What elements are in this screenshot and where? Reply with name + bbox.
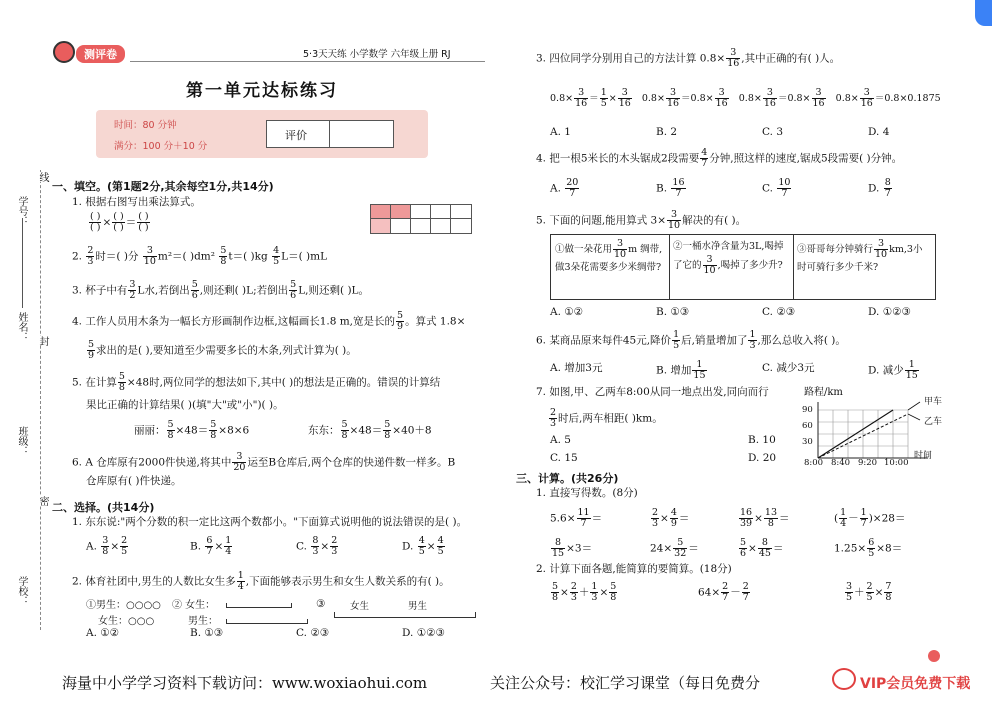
q1-grid — [370, 204, 472, 234]
c2-opt1b: 女生：○○○ — [98, 616, 155, 627]
vip-download-link[interactable]: VIP会员免费下载 — [860, 673, 970, 693]
graph-ytick-30: 30 — [802, 437, 813, 447]
c2-opt2b: 男生： — [188, 616, 218, 627]
c3-text: 3. 四位同学分别用自己的方法计算 0.8× $\frac{3}{16}$ ,其中正确的有( )人。 — [536, 47, 841, 69]
q1-text: 1. 根据右图写出乘法算式。 — [72, 196, 201, 208]
section-1-heading: 一、填空。(第1题2分,其余每空1分,共14分) — [52, 180, 274, 193]
eval-box — [266, 120, 394, 148]
margin-line — [40, 170, 41, 630]
graph-y-label: 路程/km — [804, 387, 843, 398]
c1-text: 1. 东东说:"两个分数的积一定比这两个数都小。"下面算式说明他的说法错误的是( )。 — [72, 516, 468, 528]
c5-problem-3: ③哥哥每分钟骑行 $\frac{3}{10}$ km,3小时可骑行多少千米? — [797, 238, 923, 273]
graph-xtick-0: 8:00 — [804, 458, 824, 468]
section-3-heading: 三、计算。(共26分) — [516, 472, 619, 485]
c7-optB: B. 10 — [748, 434, 776, 446]
c7-optA: A. 5 — [550, 434, 571, 446]
c2-opt2a: ② 女生： — [172, 600, 216, 611]
q5-line1: 5. 在计算 $\frac{5}{8}$ ×48时,两位同学的想法如下,其中( )的想法是正确的。错误的计算结 — [72, 371, 441, 393]
score-info: 满分：100 分＋10 分 — [114, 141, 208, 152]
c2-text: 2. 体育社团中,男生的人数比女生多 $\frac{1}{4}$ ,下面能够表示男生和女生人数关系的有( )。 — [72, 570, 450, 592]
calc2-text: 2. 计算下面各题,能简算的要简算。(18分) — [536, 563, 732, 575]
q2: 2. $\frac{2}{3}$ 时＝( )分 $\frac{3}{10}$ m²＝( )dm² $\frac{5}{8}$ t＝( )kg $\frac{4}{5}$ L＝( )mL — [72, 245, 328, 267]
graph-legend-yi: 乙车 — [924, 417, 943, 427]
page-title: 第一单元达标练习 — [186, 81, 338, 101]
test-badge: 测评卷 — [76, 45, 125, 63]
c4-text: 4. 把一根5米长的木头锯成2段需要 $\frac{4}{7}$ 分钟,照这样的速度,锯成5段需要( )分钟。 — [536, 147, 903, 169]
section-2-heading: 二、选择。(共14分) — [52, 501, 155, 514]
series-label: 5·3天天练 小学数学 六年级上册 RJ — [303, 49, 451, 60]
time-info: 时间：80 分钟 — [114, 120, 177, 131]
info-box — [96, 110, 428, 158]
c5-table — [550, 234, 936, 300]
graph-xtick-1: 8:40 — [831, 458, 851, 468]
class-label: 班级： — [16, 426, 27, 456]
c7-line2: $\frac{2}{3}$ 时后,两车相距( )km。 — [550, 407, 663, 429]
q3: 3. 杯子中有 $\frac{3}{2}$ L水,若倒出 $\frac{5}{6}$ ,则还剩( )L;若倒出 $\frac{5}{6}$ L,则还剩( )L。 — [72, 279, 370, 301]
c2-opt3: ③ — [316, 598, 326, 610]
left-page: 学号： 姓名： 班级： 学校： 线 封 密 测评卷 5·3天天练 小学数学 六年级上册 RJ 第一单元达标练习 时间：80 分钟 满分：100 分＋10 分 评价 一、填空。(第1题2分,其余每空1分,共14分) 1. 根据右图写出乘法算式。 $\frac{( )}{( )}$ × $\frac{( )}{( )}$ ＝ $\frac{( )}{( )}$ 2. $\frac{2}{3}$ 时＝( )分 $\frac{3}{10}$ m²＝( )dm² $\frac{5}{8}$ t＝( )kg $\frac{4}{5}$ L＝( )mL 3. 杯子中有 $\frac{3}{2}$ L水,若倒出 $\frac{5}{6}$ ,则还剩( )L;若倒出 $\frac{5}{6}$ L,则还剩( )L。 4. 工作人员用木条为一幅长方形画制作边框,这幅画长1.8 m,宽是长的 $\frac{5}{9}$ 。算式 1.8× $\frac{5}{9}$ 求出的是( ),要知道至少需要多长的木条,列式计算为( )。 5. 在计算 $\frac{5}{8}$ ×48时,两位同学的想法如下,其中( )的想法是正确的。错误的计算结 果比正确的计算结果( )(填"大"或"小")( )。 丽丽： $\frac{5}{8}$ ×48＝ $\frac{5}{8}$ ×8×6 东东： $\frac{5}{8}$ ×48＝ $\frac{5}{8}$ ×40＋8 6. A 仓库原有2000件快递,将其中 $\frac{3}{20}$ 运至B仓库后,两个仓库的快递件数一样多。B 仓库原有( )件快递。 二、选择。(共14分) 1. 东东说:"两个分数的积一定比这两个数都小。"下面算式说明他的说法错误的是( )。 A. $\frac{3}{8}$ × $\frac{2}{5}$ B. $\frac{6}{7}$ × $\frac{1}{4}$ C. $\frac{8}{3}$ × $\frac{2}{3}$ D. $\frac{4}{5}$ × $\frac{4}{5}$ 2. 体育社团中,男生的人数比女生多 $\frac{1}{4}$ ,下面能够表示男生和女生人数关系的有( )。 ①男生：○○○○ 女生：○○○ ② 女生： 男生： ③ 女生 男生 A. ①② B. ①③ C. ②③ D. ①②③ — [0, 0, 492, 701]
c2-bar-girls — [226, 603, 292, 608]
graph-ytick-60: 60 — [802, 421, 813, 431]
q1-blanks: $\frac{( )}{( )}$ × $\frac{( )}{( )}$ ＝ $\frac{( )}{( )}$ — [90, 211, 149, 233]
c2-opt3-girls: 女生 — [350, 601, 370, 612]
page-flip-marker — [928, 650, 940, 662]
secret-mark: 密 — [37, 496, 48, 506]
c6-text: 6. 某商品原来每件45元,降价 $\frac{1}{5}$ 后,销量增加了 $\frac{1}{3}$ ,那么总收入将( )。 — [536, 329, 846, 351]
seal-mark: 封 — [37, 336, 48, 346]
graph-x-label: 时间 — [914, 451, 933, 461]
calc1-text: 1. 直接写得数。(8分) — [536, 487, 638, 499]
student-no-line — [22, 218, 23, 308]
c7-optD: D. 20 — [748, 452, 777, 464]
c2-opt3-boys: 男生 — [408, 601, 428, 612]
q6-line2: 仓库原有( )件快递。 — [86, 475, 182, 487]
chat-icon[interactable] — [832, 668, 856, 690]
c2-bar-3 — [334, 612, 476, 618]
q4-line1: 4. 工作人员用木条为一幅长方形画制作边框,这幅画长1.8 m,宽是长的 $\frac{5}{9}$ 。算式 1.8× — [72, 310, 466, 332]
q5-dongdong: 东东： $\frac{5}{8}$ ×48＝ $\frac{5}{8}$ ×40＋8 — [308, 419, 432, 441]
q6-line1: 6. A 仓库原有2000件快递,将其中 $\frac{3}{20}$ 运至B仓库后,两个仓库的快递件数一样多。B — [72, 451, 456, 473]
graph-xtick-2: 9:20 — [858, 458, 878, 468]
c2-bar-boys — [226, 619, 308, 624]
graph-xtick-3: 10:00 — [884, 458, 909, 468]
student-no-label: 学号： — [16, 196, 27, 226]
c5-problem-1: ①做一朵花用 $\frac{3}{10}$ m 绸带,做3朵花需要多少米绸带? — [555, 238, 663, 273]
name-label: 姓名： — [16, 312, 27, 342]
c5-text: 5. 下面的问题,能用算式 3× $\frac{3}{10}$ 解决的有( )。 — [536, 209, 747, 231]
eval-divider — [329, 121, 330, 147]
graph-ytick-90: 90 — [802, 405, 813, 415]
header-rule — [130, 61, 485, 62]
c7-line1: 7. 如图,甲、乙两车8:00从同一地点出发,同向而行 — [536, 386, 769, 398]
q5-lili: 丽丽： $\frac{5}{8}$ ×48＝ $\frac{5}{8}$ ×8×6 — [134, 419, 250, 441]
corner-tab-icon[interactable] — [975, 0, 992, 26]
c5-problem-2: ②一桶水净含量为3L,喝掉了它的 $\frac{3}{10}$ ,喝掉了多少升? — [673, 241, 784, 276]
c3-methods: 0.8× $\frac{3}{16}$ ＝ $\frac{1}{5}$ × $\frac{3}{16}$ 0.8× $\frac{3}{16}$ ＝0.8× $\frac{3}{16}$ 0.8× $\frac{3}{16}$ ＝0.8× $\frac{3}{16}$ 0.8× $\frac{3}{16}$ ＝0.8×0.1875 — [550, 87, 941, 109]
mascot-icon — [53, 41, 75, 63]
footer-right: 关注公众号：校汇学习课堂（每日免费分 — [490, 674, 761, 692]
q4-line2: $\frac{5}{9}$ 求出的是( ),要知道至少需要多长的木条,列式计算为( )。 — [88, 339, 357, 361]
c2-opt1a: ①男生：○○○○ — [86, 600, 161, 611]
graph-legend-jia: 甲车 — [924, 397, 943, 407]
c7-optC: C. 15 — [550, 452, 578, 464]
eval-label: 评价 — [285, 129, 307, 142]
q5-line2: 果比正确的计算结果( )(填"大"或"小")( )。 — [86, 399, 284, 411]
footer-left: 海量中小学学习资料下载访问：www.woxiaohui.com — [62, 674, 428, 692]
line-mark: 线 — [37, 172, 48, 182]
school-label: 学校： — [16, 576, 27, 606]
right-page: 3. 四位同学分别用自己的方法计算 0.8× $\frac{3}{16}$ ,其中正确的有( )人。 0.8× $\frac{3}{16}$ ＝ $\frac{1}{5}$ × $\frac{3}{16}$ 0.8× $\frac{3}{16}$ ＝0.8× $\frac{3}{16}$ 0.8× $\frac{3}{16}$ ＝0.8× $\frac{3}{16}$ 0.8× $\frac{3}{16}$ ＝0.8×0.1875 A. 1 B. 2 C. 3 D. 4 4. 把一根5米长的木头锯成2段需要 $\frac{4}{7}$ 分钟,照这样的速度,锯成5段需要( )分钟。 A. $\frac{20}{7}$ B. $\frac{16}{7}$ C. $\frac{10}{7}$ D. $\frac{8}{7}$ 5. 下面的问题,能用算式 3× $\frac{3}{10}$ 解决的有( )。 ①做一朵花用 $\frac{3}{10}$ m 绸带,做3朵花需要多少米绸带? ②一桶水净含量为3L,喝掉了它的 $\frac{3}{10}$ ,喝掉了多少升? ③哥哥每分钟骑行 $\frac{3}{10}$ km,3小时可骑行多少千米? A. ①② B. ①③ C. ②③ D. ①②③ 6. 某商品原来每件45元,降价 $\frac{1}{5}$ 后,销量增加了 $\frac{1}{3}$ ,那么总收入将( )。 A. 增加3元 B. 增加 $\frac{1}{15}$ C. 减少3元 D. 减少 $\frac{1}{15}$ 7. 如图,甲、乙两车8:00从同一地点出发,同向而行 $\frac{2}{3}$ 时后,两车相距( )km。 A. 5 B. 10 C. 15 D. 20 路程/km 90 60 30 甲车 乙车 时间 8:00 8:40 9:20 10:00 三、计算。(共26分) 1. 直接写得数。(8分) 5.6× $\frac{11}{7}$ ＝ $\frac{2}{3}$ × $\frac{4}{9}$ ＝ $\frac{16}{39}$ × $\frac{13}{8}$ ＝ ( $\frac{1}{4}$ － $\frac{1}{7}$ )×28＝ $\frac{8}{15}$ ×3＝ 24× $\frac{5}{32}$ ＝ $\frac{5}{6}$ × $\frac{8}{45}$ ＝ 1.25× $\frac{6}{5}$ ×8＝ 2. 计算下面各题,能简算的要简算。(18分) $\frac{5}{8}$ × $\frac{2}{3}$ ＋ $\frac{1}{3}$ × $\frac{5}{8}$ 64× $\frac{2}{7}$ － $\frac{2}{7}$ $\frac{3}{5}$ ＋ $\frac{2}{5}$ × $\frac{7}{8}$ — [500, 0, 992, 701]
